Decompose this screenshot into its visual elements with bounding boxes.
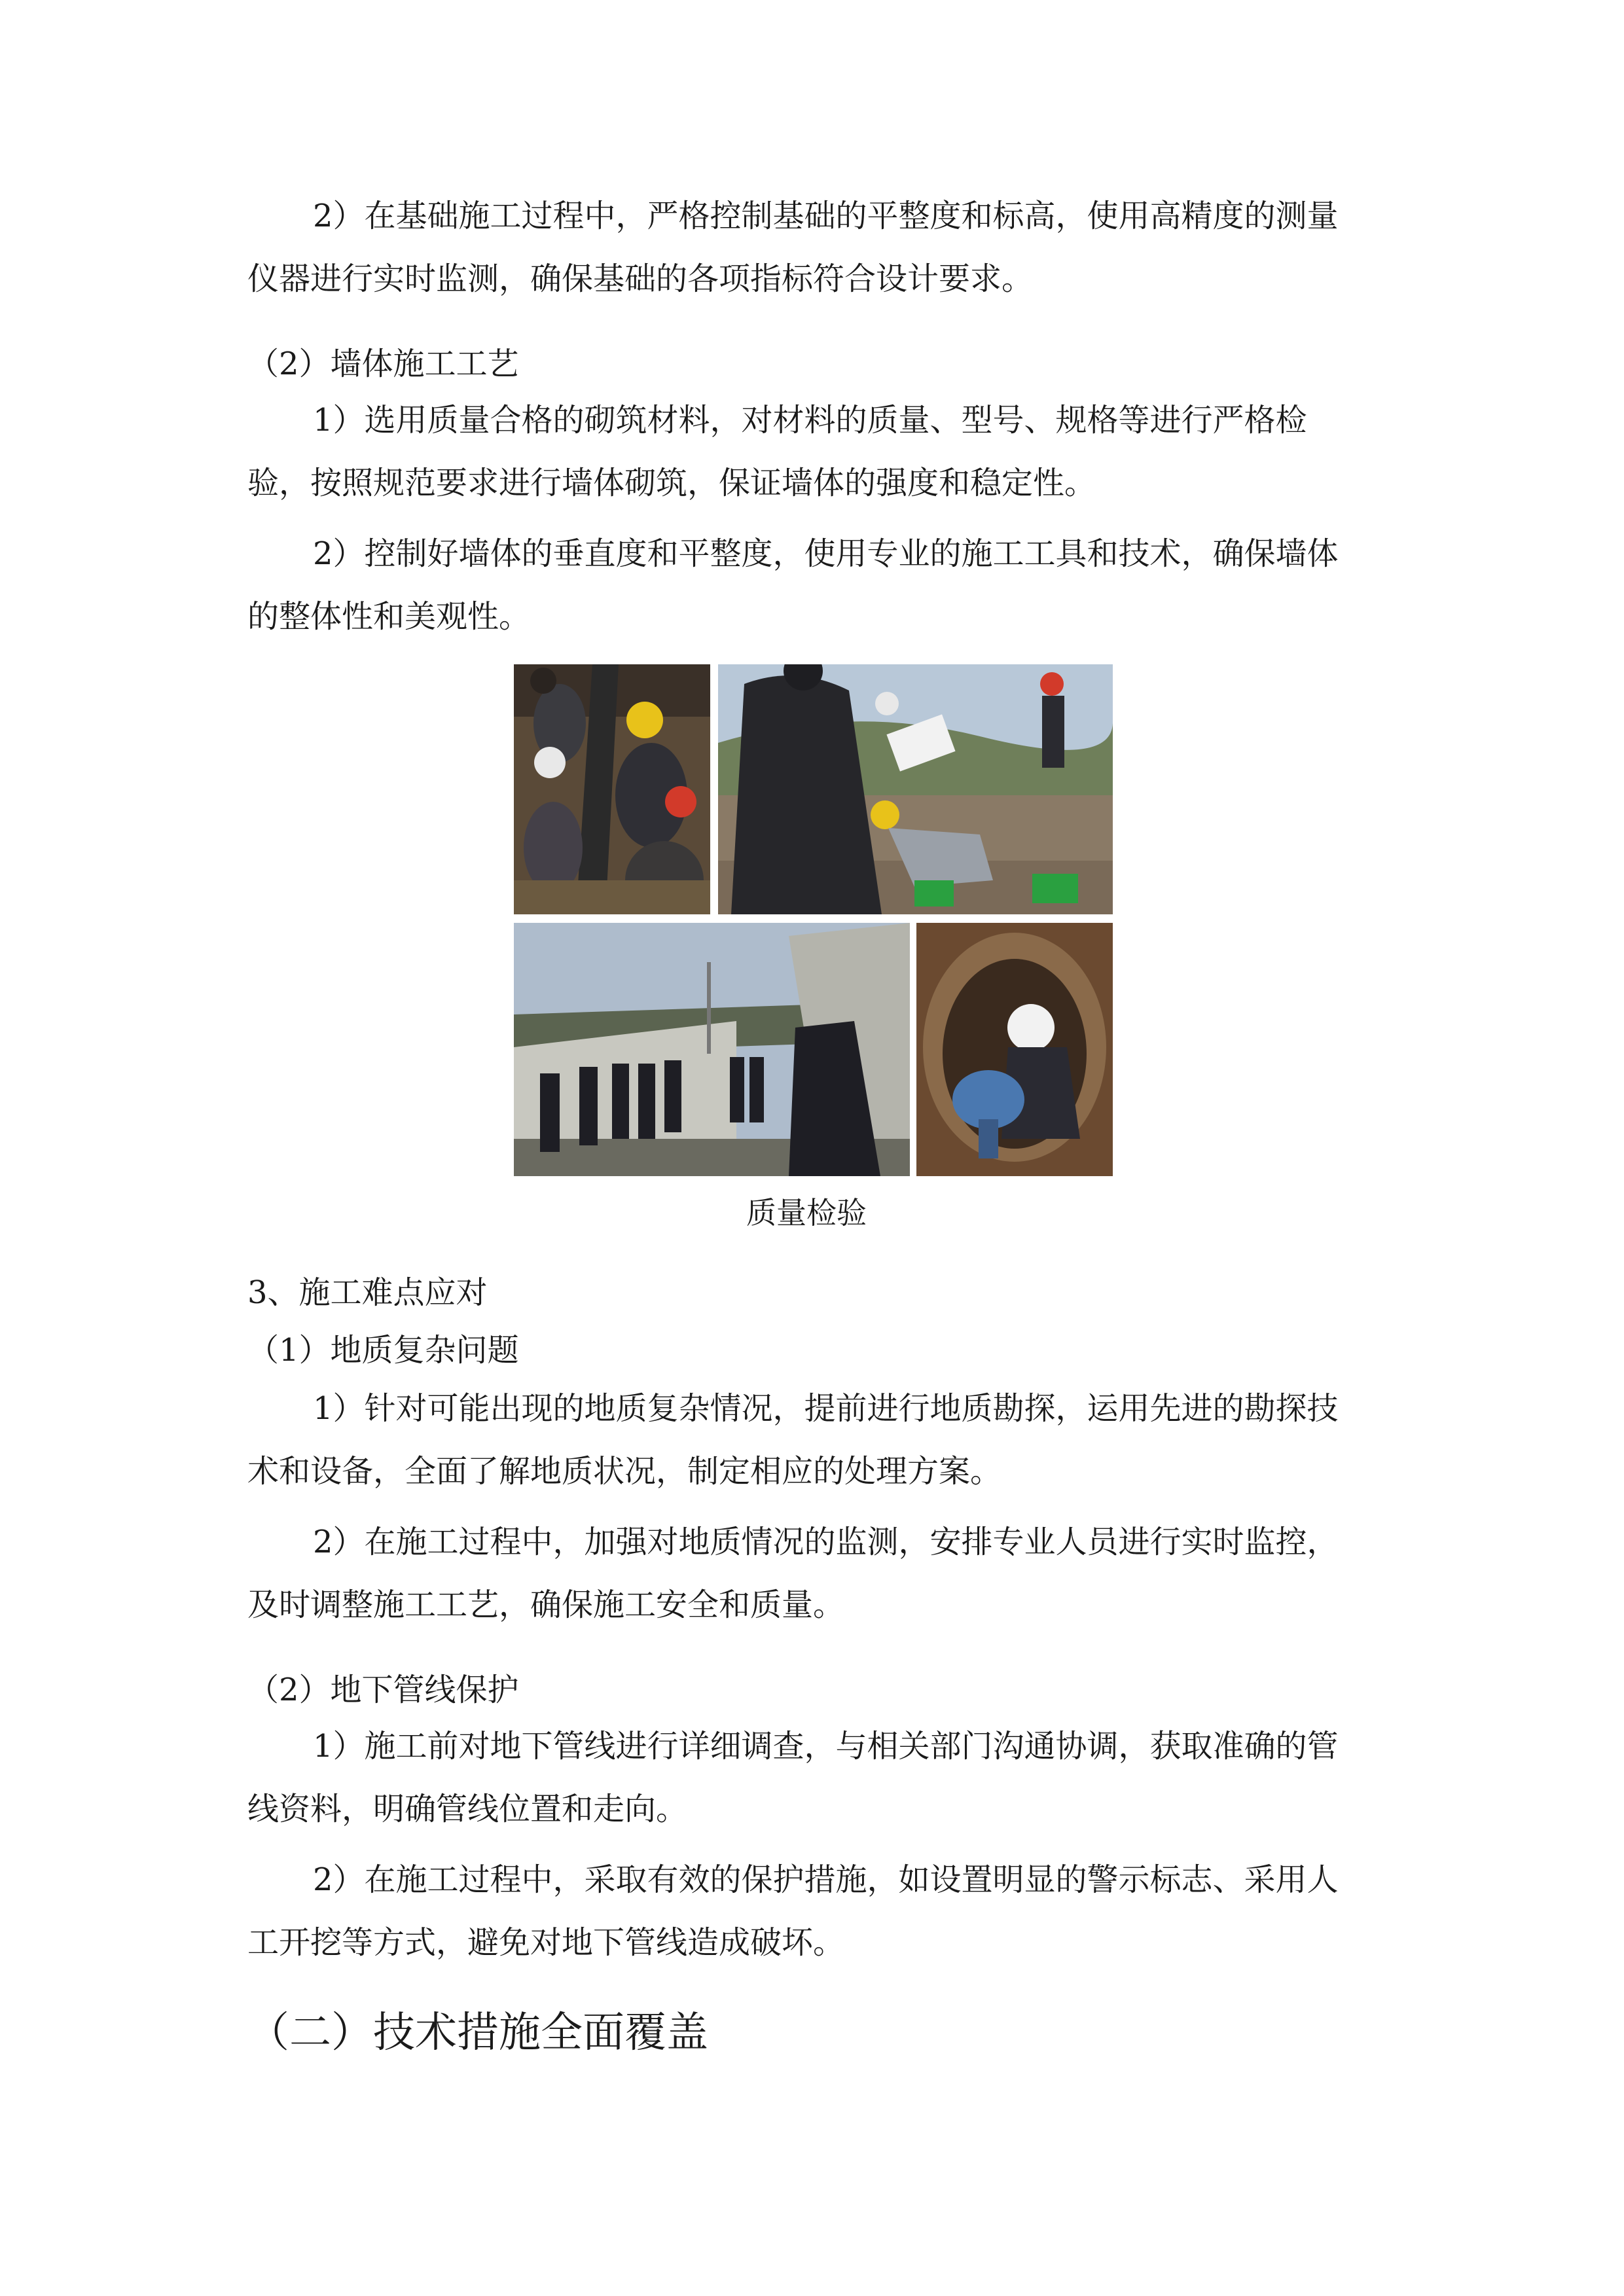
para-pipeline-1-line1: 1）施工前对地下管线进行详细调查，与相关部门沟通协调，获取准确的管 [313, 1728, 1339, 1765]
para-geology-2-line1: 2）在施工过程中，加强对地质情况的监测，安排专业人员进行实时监控， [313, 1524, 1339, 1560]
para-foundation-2-line1: 2）在基础施工过程中，严格控制基础的平整度和标高，使用高精度的测量 [313, 198, 1339, 234]
heading-construction-difficulties: 3、施工难点应对 [247, 1274, 488, 1311]
para-geology-1-line2: 术和设备，全面了解地质状况，制定相应的处理方案。 [247, 1453, 1002, 1490]
photo-channel-inspection [514, 923, 910, 1176]
section-heading-technical-measures: （二）技术措施全面覆盖 [247, 2009, 708, 2057]
para-geology-1-line1: 1）针对可能出现的地质复杂情况，提前进行地质勘探，运用先进的勘探技 [313, 1390, 1339, 1427]
heading-wall-construction: （2）墙体施工工艺 [247, 346, 519, 382]
para-foundation-2-line2: 仪器进行实时监测，确保基础的各项指标符合设计要求。 [247, 260, 1034, 297]
para-wall-1-line1: 1）选用质量合格的砌筑材料，对材料的质量、型号、规格等进行严格检 [313, 402, 1307, 439]
photo-field-survey [718, 664, 1113, 914]
para-wall-2-line2: 的整体性和美观性。 [247, 598, 531, 635]
photo-manhole-valve [916, 923, 1113, 1176]
para-pipeline-2-line2: 工开挖等方式，避免对地下管线造成破坏。 [247, 1924, 845, 1961]
para-wall-2-line1: 2）控制好墙体的垂直度和平整度，使用专业的施工工具和技术，确保墙体 [313, 535, 1339, 572]
photo-pipe-inspection [514, 664, 710, 914]
para-geology-2-line2: 及时调整施工工艺，确保施工安全和质量。 [247, 1587, 845, 1623]
para-pipeline-2-line1: 2）在施工过程中，采取有效的保护措施，如设置明显的警示标志、采用人 [313, 1861, 1339, 1898]
figure-caption: 质量检验 [746, 1195, 867, 1230]
heading-underground-pipelines: （2）地下管线保护 [247, 1672, 519, 1708]
heading-complex-geology: （1）地质复杂问题 [247, 1332, 519, 1369]
para-pipeline-1-line2: 线资料，明确管线位置和走向。 [247, 1791, 688, 1827]
para-wall-1-line2: 验，按照规范要求进行墙体砌筑，保证墙体的强度和稳定性。 [247, 465, 1096, 501]
